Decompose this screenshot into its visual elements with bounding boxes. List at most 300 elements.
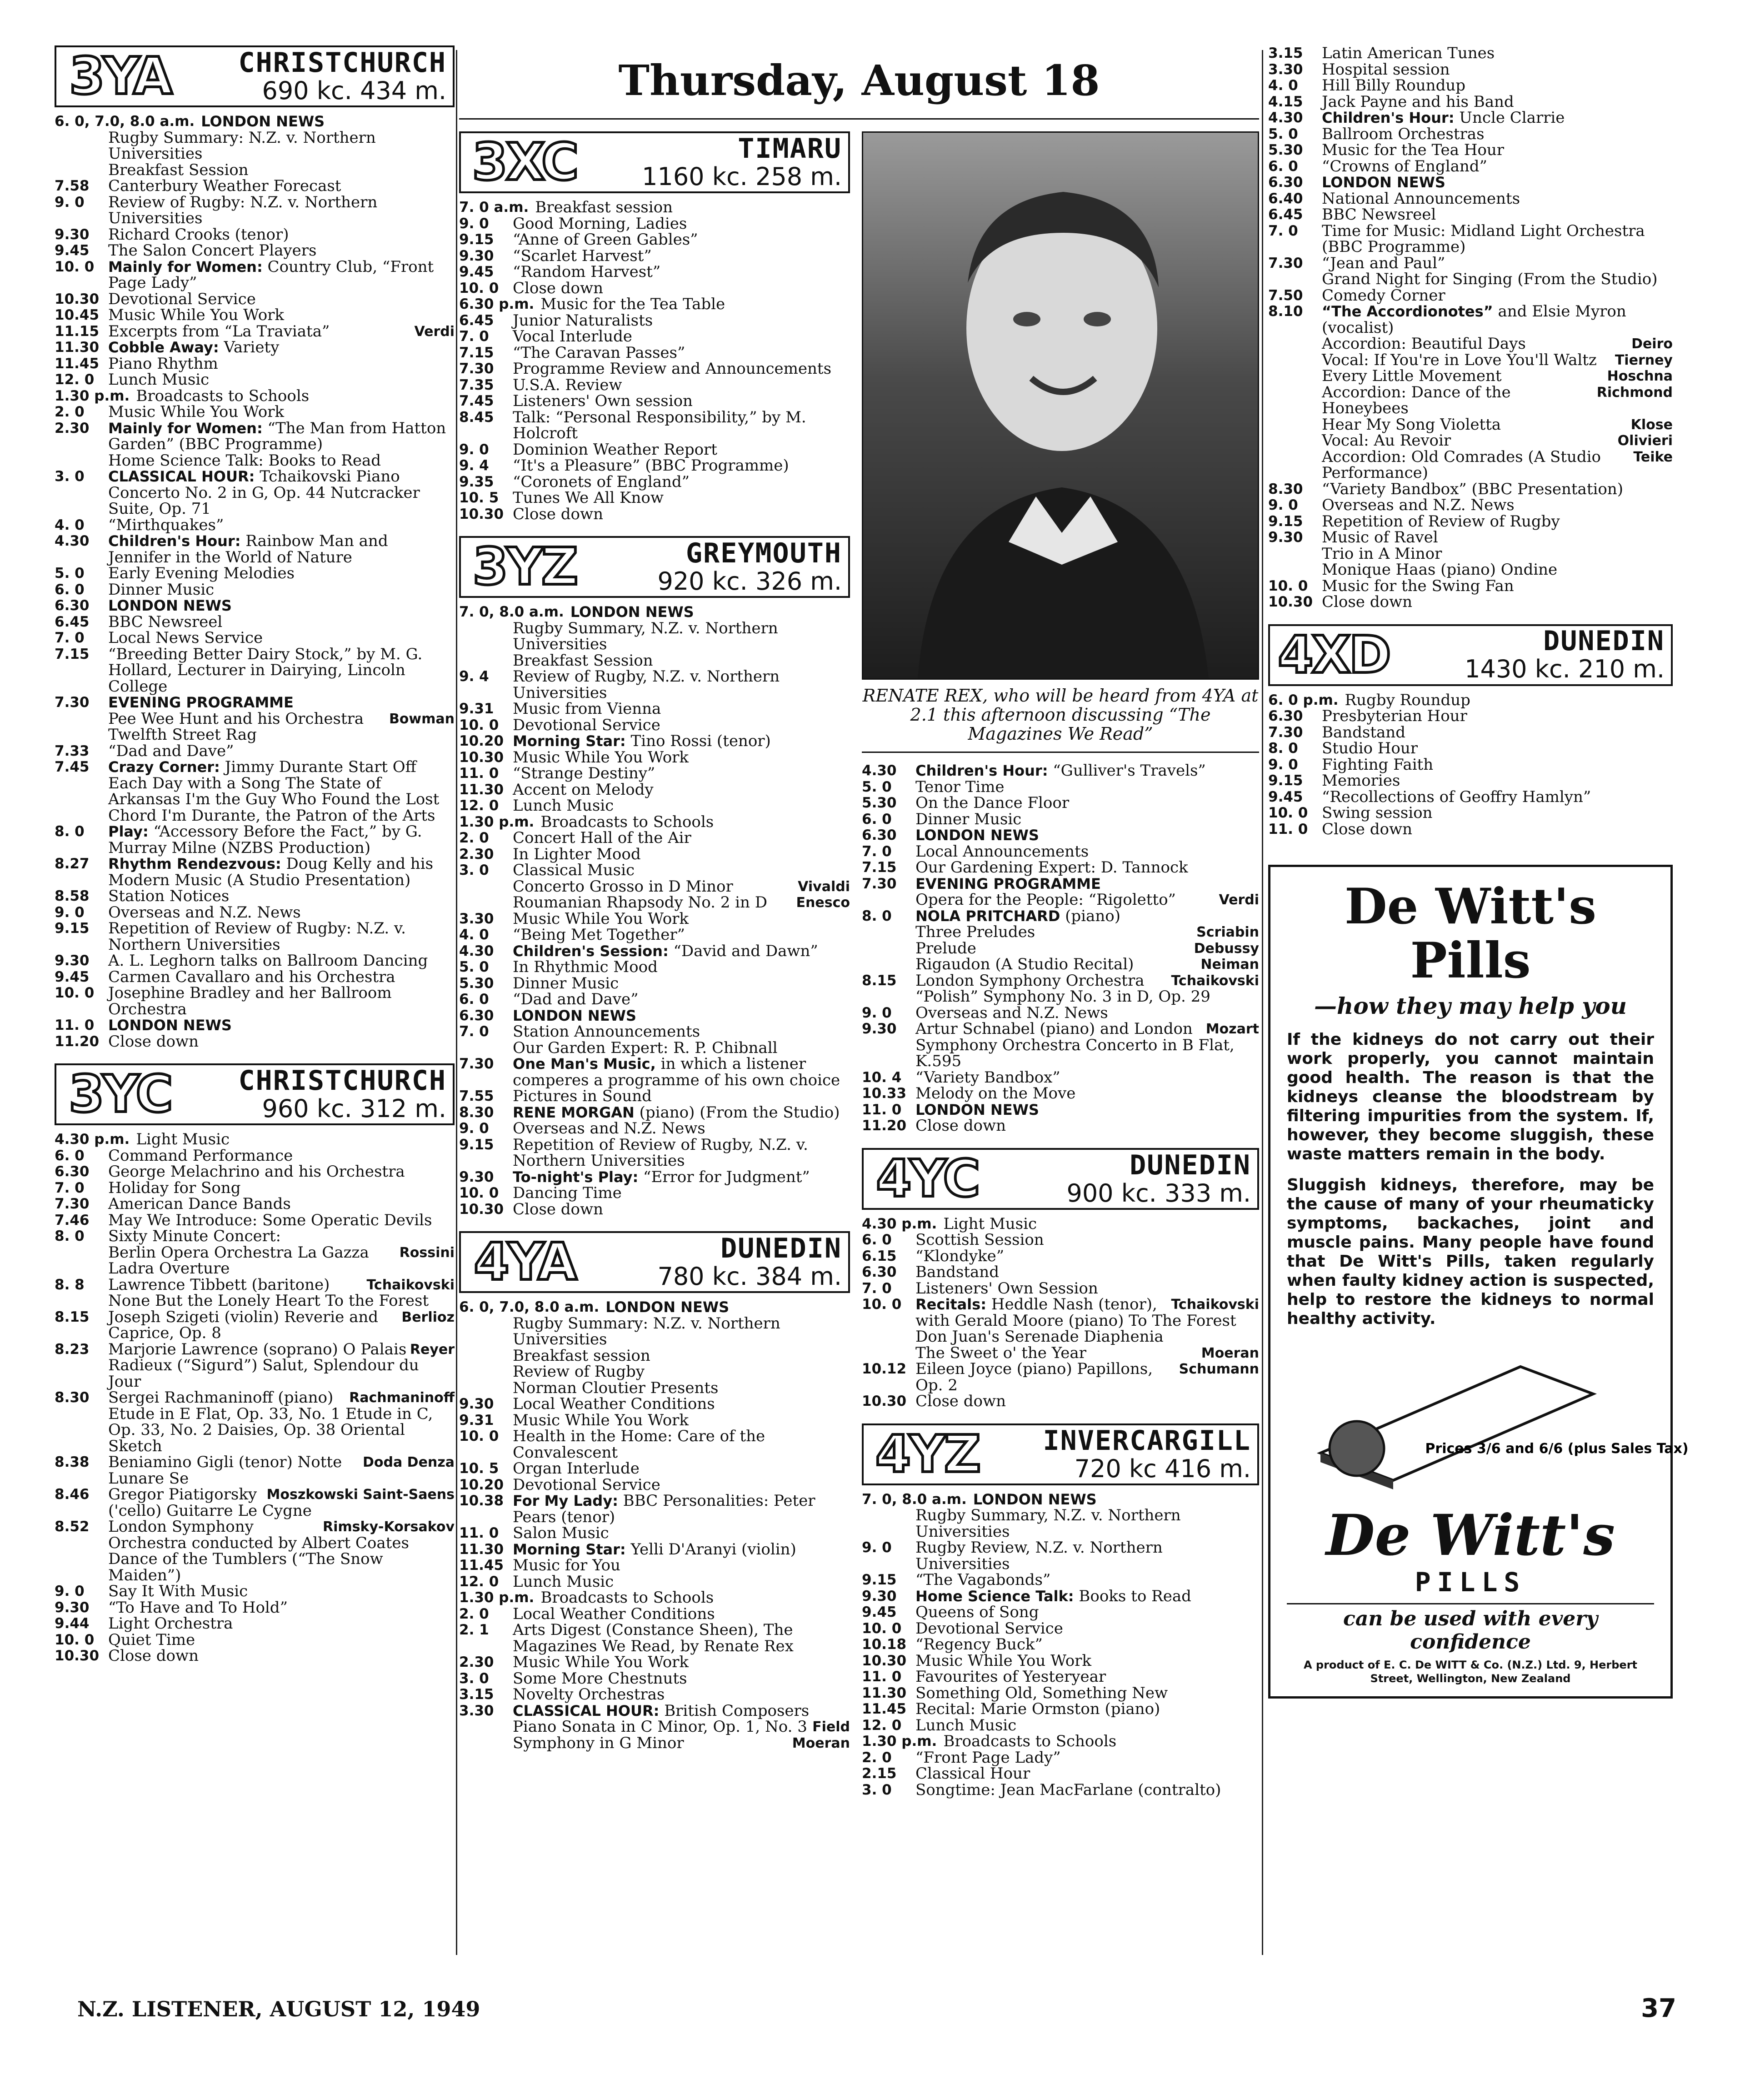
column-left xyxy=(55,45,455,1664)
programme-item xyxy=(459,669,850,701)
composer: Rimsky-Korsakov xyxy=(323,1519,455,1535)
programme-title: Music While You Work xyxy=(915,1651,1092,1670)
programme-item xyxy=(1268,142,1673,159)
programme-time: 8.52 xyxy=(55,1519,90,1535)
programme-item xyxy=(55,695,455,711)
programme-item xyxy=(459,879,850,895)
programme-description xyxy=(108,695,455,711)
programme-time: 7.30 xyxy=(1268,255,1303,271)
programme-title: Concert Hall of the Air xyxy=(513,829,691,847)
programme-time: 11.20 xyxy=(862,1118,907,1134)
programme-detail: “Error for Judgment” xyxy=(638,1168,810,1186)
programme-description xyxy=(513,1525,850,1542)
programme-title: Norman Cloutier Presents xyxy=(513,1378,719,1397)
programme-description xyxy=(513,232,850,248)
programme-time: 12. 0 xyxy=(459,797,499,814)
programme-item xyxy=(862,1653,1259,1669)
programme-description xyxy=(1322,223,1673,256)
programme-item xyxy=(1268,271,1673,288)
programme-item xyxy=(55,1228,455,1245)
programme-time: 6. 0, 7.0, 8.0 a.m. xyxy=(55,113,195,130)
programme-time: 10. 0 xyxy=(862,1620,902,1637)
programme-item xyxy=(55,582,455,598)
programme-item xyxy=(862,1118,1259,1134)
station-3ya xyxy=(55,45,455,1050)
programme-description xyxy=(915,892,1259,908)
composer: Mozart xyxy=(1205,1021,1259,1037)
programme-time: 10.38 xyxy=(459,1493,504,1509)
programme-description xyxy=(108,598,455,614)
programme-title: “Coronets of England” xyxy=(513,472,690,491)
composer: Hoschna xyxy=(1607,368,1673,384)
programme-description xyxy=(513,1654,850,1671)
programme-title: LONDON NEWS xyxy=(915,827,1039,844)
programme-description xyxy=(1322,578,1673,595)
programme-description xyxy=(108,340,455,356)
ad-footer: A product of E. C. De WITT & Co. (N.Z.) Ltd. 9, Herbert Street, Wellington, New Zealand xyxy=(1303,1658,1638,1685)
programme-time: 2. 0 xyxy=(55,404,85,420)
station-header xyxy=(862,1423,1259,1485)
programme-title: Children's Hour: xyxy=(915,762,1048,780)
programme-title: Good Morning, Ladies xyxy=(513,214,687,233)
programme-title: Classical Music xyxy=(513,861,635,880)
programme-item xyxy=(55,324,455,340)
programme-time: 9.30 xyxy=(459,247,494,264)
programme-time: 6.30 p.m. xyxy=(459,296,535,313)
programme-time xyxy=(55,711,108,743)
programme-item xyxy=(862,973,1259,1005)
programme-title: Favourites of Yesteryear xyxy=(915,1668,1106,1686)
programme-time: 9.30 xyxy=(862,1588,897,1604)
programme-detail: (piano) (From the Studio) xyxy=(634,1103,840,1122)
programme-description xyxy=(1322,159,1673,175)
programme-title: Lunch Music xyxy=(915,1716,1017,1734)
programme-time: 7.55 xyxy=(459,1088,494,1105)
programme-description xyxy=(513,621,850,653)
programme-time: 11.30 xyxy=(55,339,100,356)
programme-item xyxy=(55,533,455,566)
programme-time: 9. 0 xyxy=(862,1539,892,1556)
programme-title: Tenor Time xyxy=(915,777,1005,796)
programme-description xyxy=(513,377,850,394)
programme-time: 6. 0 p.m. xyxy=(1268,692,1339,708)
programme-detail: Jimmy Durante Start Off Each Day with a Song The State of Arkansas I'm the Guy Who Found the Lost Chord I'm Durante, the Patron of the Arts xyxy=(108,758,440,825)
programme-title: Carmen Cavallaro and his Orchestra xyxy=(108,967,395,986)
programme-description xyxy=(915,1701,1259,1718)
programme-detail: (piano) xyxy=(1060,907,1120,925)
programme-time: 4.30 xyxy=(862,762,897,779)
station-frequency: 1430 kc. 210 m. xyxy=(1465,655,1665,684)
programme-title: “Jean and Paul” xyxy=(1322,254,1445,272)
programme-description xyxy=(513,1105,850,1121)
programme-title: Music While You Work xyxy=(108,403,285,421)
programme-item xyxy=(55,566,455,582)
programme-item xyxy=(862,1086,1259,1102)
programme-description xyxy=(513,490,850,506)
programme-item xyxy=(55,1342,455,1390)
programme-description xyxy=(108,404,455,421)
programme-title: U.S.A. Review xyxy=(513,376,622,394)
programme-item xyxy=(55,1454,455,1487)
programme-title: Overseas and N.Z. News xyxy=(513,1119,705,1138)
programme-item xyxy=(862,860,1259,876)
programme-time: 5. 0 xyxy=(55,565,85,581)
station-info xyxy=(184,47,453,105)
station-header xyxy=(55,1063,455,1125)
programme-description xyxy=(915,795,1259,812)
programme-description xyxy=(1322,207,1673,223)
programme-description xyxy=(915,1070,1259,1086)
programme-title: “Mirthquakes” xyxy=(108,516,224,534)
programme-item xyxy=(459,200,850,216)
programme-time: 1.30 p.m. xyxy=(862,1733,937,1750)
programme-description xyxy=(513,410,850,442)
programme-title: “Anne of Green Gables” xyxy=(513,231,698,249)
programme-item xyxy=(459,345,850,361)
programme-title: Children's Hour: xyxy=(1322,109,1455,126)
programme-description xyxy=(108,1616,455,1632)
programme-time: 7. 0 xyxy=(1268,222,1298,239)
programme-time: 10. 0 xyxy=(862,1296,902,1313)
programme-time: 7.30 xyxy=(459,1056,494,1073)
programme-description xyxy=(915,1653,1259,1669)
programme-item xyxy=(459,959,850,976)
programme-time: 4. 0 xyxy=(1268,77,1298,94)
station-frequency: 780 kc. 384 m. xyxy=(657,1262,842,1291)
programme-title: Music for You xyxy=(513,1556,620,1575)
programme-time xyxy=(1268,336,1322,352)
programme-time: 11. 0 xyxy=(862,1101,902,1118)
programme-title: Early Evening Melodies xyxy=(108,564,295,582)
programme-item xyxy=(459,1654,850,1671)
programme-time: 6.30 xyxy=(459,1007,494,1024)
programme-title: Berlin Opera Orchestra La Gazza Ladra Overture xyxy=(108,1243,369,1278)
programme-time xyxy=(862,1345,915,1362)
programme-title: London Symphony Orchestra “Polish” Symphony No. 3 in D, Op. 29 xyxy=(915,971,1210,1006)
programme-title: Memories xyxy=(1322,772,1400,790)
programme-detail: Rainbow Man and Jennifer in the World of Nature xyxy=(108,532,388,566)
programme-title: Something Old, Something New xyxy=(915,1684,1168,1702)
programme-item xyxy=(55,598,455,614)
programme-time: 6.15 xyxy=(862,1248,897,1264)
programme-item xyxy=(862,1685,1259,1702)
call-sign: 3YC xyxy=(69,1065,171,1124)
programme-item xyxy=(1268,562,1673,578)
programme-description xyxy=(915,1345,1259,1362)
programme-title: Jack Payne and his Band xyxy=(1322,92,1514,111)
call-sign-box xyxy=(461,538,588,596)
programme-description xyxy=(535,200,850,216)
middle-right-subcolumn xyxy=(862,131,1259,1798)
programme-time: 10. 0 xyxy=(459,280,499,296)
programme-title: “Klondyke” xyxy=(915,1247,1005,1265)
station-header xyxy=(862,1148,1259,1210)
programme-time xyxy=(459,1348,513,1364)
programme-item xyxy=(55,178,455,195)
programme-title: “It's a Pleasure” (BBC Programme) xyxy=(513,456,789,475)
programme-description xyxy=(108,1519,455,1584)
programme-time xyxy=(459,1364,513,1380)
programme-item xyxy=(1268,207,1673,223)
programme-item xyxy=(55,1584,455,1600)
programme-item xyxy=(55,953,455,969)
programme-description xyxy=(915,1572,1259,1589)
programme-item xyxy=(862,1102,1259,1118)
programme-time: 4.30 p.m. xyxy=(862,1215,937,1232)
station-4yz-continued xyxy=(1268,45,1673,611)
programme-description xyxy=(605,1299,850,1316)
programme-description xyxy=(513,1348,850,1364)
programme-description xyxy=(1322,126,1673,143)
station-city: TIMARU xyxy=(738,133,842,165)
programme-time: 7. 0 xyxy=(862,1280,892,1297)
programme-item xyxy=(1268,449,1673,481)
programme-time: 8.15 xyxy=(55,1308,90,1325)
programme-time: 4. 0 xyxy=(459,927,489,943)
programme-time: 7.46 xyxy=(55,1212,90,1228)
programme-item xyxy=(862,876,1259,892)
programme-title: “Variety Bandbox” xyxy=(915,1068,1060,1087)
programme-list xyxy=(1268,692,1673,838)
programme-description xyxy=(108,1180,455,1197)
call-sign: 3YZ xyxy=(472,537,577,597)
programme-description xyxy=(513,1413,850,1429)
programme-title: Prelude xyxy=(915,939,976,957)
programme-time: 9. 4 xyxy=(459,457,489,474)
programme-item xyxy=(459,830,850,847)
programme-item xyxy=(459,1040,850,1057)
programme-time: 1.30 p.m. xyxy=(459,813,535,830)
programme-description xyxy=(513,216,850,232)
programme-detail: Yelli D'Aranyi (violin) xyxy=(625,1540,796,1559)
programme-title: Rugby Summary, N.Z. v. Northern Universities xyxy=(915,1506,1181,1541)
programme-time: 9.30 xyxy=(459,1168,494,1185)
programme-time xyxy=(862,957,915,973)
programme-item xyxy=(1268,514,1673,530)
composer: Teike xyxy=(1633,449,1673,465)
programme-title: Children's Hour: xyxy=(108,532,241,550)
programme-title: Melody on the Move xyxy=(915,1084,1076,1103)
programme-description xyxy=(513,927,850,943)
programme-item xyxy=(459,248,850,265)
programme-item xyxy=(862,1572,1259,1589)
programme-detail: Tchaikovski Piano Concerto No. 2 in G, Op. 44 Nutcracker Suite, Op. 71 xyxy=(108,467,420,518)
programme-description xyxy=(513,329,850,345)
column-middle xyxy=(459,45,1259,1798)
programme-time: 6.45 xyxy=(1268,206,1303,223)
programme-time: 9.45 xyxy=(459,264,494,281)
programme-description xyxy=(513,313,850,329)
programme-title: Devotional Service xyxy=(513,1475,660,1494)
call-sign: 4YA xyxy=(474,1233,575,1292)
programme-item xyxy=(55,1648,455,1664)
programme-item xyxy=(1268,78,1673,94)
composer: Moeran xyxy=(1201,1345,1259,1361)
programme-title: CLASSICAL HOUR: xyxy=(108,468,255,485)
programme-description xyxy=(915,1281,1259,1297)
station-4ya-continued xyxy=(862,763,1259,1134)
programme-item xyxy=(55,743,455,760)
programme-title: LONDON NEWS xyxy=(108,1017,232,1034)
programme-item xyxy=(1268,110,1673,126)
programme-description xyxy=(513,1703,850,1719)
programme-description xyxy=(513,976,850,992)
programme-description xyxy=(915,1102,1259,1118)
programme-description xyxy=(513,669,850,701)
programme-description xyxy=(513,1121,850,1137)
programme-description xyxy=(915,941,1259,957)
programme-item xyxy=(459,701,850,717)
programme-description xyxy=(108,1196,455,1213)
station-header xyxy=(459,1231,850,1293)
programme-description xyxy=(108,566,455,582)
programme-description xyxy=(108,324,455,340)
programme-detail: Tino Rossi (tenor) xyxy=(625,732,771,751)
programme-item xyxy=(459,604,850,621)
composer: Debussy xyxy=(1194,940,1259,957)
programme-title: Close down xyxy=(1322,820,1412,838)
programme-item xyxy=(459,862,850,879)
programme-item xyxy=(1268,757,1673,773)
programme-item xyxy=(459,1719,850,1735)
station-city: DUNEDIN xyxy=(1543,625,1665,657)
programme-description xyxy=(915,827,1259,844)
programme-title: Close down xyxy=(108,1647,199,1665)
programme-item xyxy=(55,1017,455,1034)
programme-item xyxy=(459,458,850,474)
call-sign: 3XC xyxy=(472,133,577,192)
programme-item xyxy=(55,985,455,1017)
programme-time: 9.45 xyxy=(55,242,90,259)
programme-item xyxy=(55,1390,455,1454)
programme-time: 10. 4 xyxy=(862,1069,902,1086)
station-4yz xyxy=(862,1423,1259,1799)
programme-title: Organ Interlude xyxy=(513,1459,640,1478)
programme-description xyxy=(915,1782,1259,1799)
programme-description xyxy=(108,759,455,824)
composer: Moeran xyxy=(792,1735,850,1751)
programme-title: Pee Wee Hunt and his Orchestra Twelfth Street Rag xyxy=(108,709,364,744)
composer: Tchaikovski xyxy=(366,1277,455,1293)
programme-detail: BBC Personalities: Peter Pears (tenor) xyxy=(513,1492,815,1526)
programme-time: 8.15 xyxy=(862,972,897,989)
programme-time: 9.30 xyxy=(55,226,90,243)
programme-description xyxy=(108,130,455,162)
programme-time: 7.35 xyxy=(459,376,494,393)
programme-description xyxy=(513,701,850,717)
composer: Berlioz xyxy=(401,1309,455,1325)
station-info xyxy=(1397,626,1671,684)
station-frequency: 690 kc. 434 m. xyxy=(262,76,446,105)
programme-title: BBC Newsreel xyxy=(108,612,223,631)
call-sign: 4YC xyxy=(876,1149,979,1208)
programme-title: Dinner Music xyxy=(915,810,1022,828)
programme-item xyxy=(55,130,455,162)
programme-list xyxy=(1268,45,1673,611)
programme-description xyxy=(915,1718,1259,1734)
programme-title: “Recollections of Geoffry Hamlyn” xyxy=(1322,787,1591,806)
composer: Olivieri xyxy=(1617,433,1673,449)
programme-item xyxy=(55,1616,455,1632)
programme-detail: and Elsie Myron (vocalist) xyxy=(1322,302,1626,337)
programme-detail: Doug Kelly and his Modern Music (A Studio Presentation) xyxy=(108,855,434,889)
programme-time: 9. 0 xyxy=(1268,756,1298,773)
programme-description xyxy=(513,1606,850,1623)
programme-time: 7.15 xyxy=(862,859,897,876)
programme-item xyxy=(55,404,455,421)
programme-description xyxy=(513,1056,850,1088)
programme-description xyxy=(1322,449,1673,481)
programme-title: Broadcasts to Schools xyxy=(136,386,310,405)
programme-title: Accent on Melody xyxy=(513,780,654,799)
programme-time: 10.30 xyxy=(862,1393,907,1410)
programme-detail: Country Club, “Front Page Lady” xyxy=(108,257,434,292)
programme-description xyxy=(1322,368,1673,385)
programme-description xyxy=(915,1086,1259,1102)
programme-description xyxy=(108,1454,455,1487)
programme-item xyxy=(862,827,1259,844)
programme-description xyxy=(513,1461,850,1477)
programme-time: 10. 5 xyxy=(459,490,499,506)
station-city: CHRISTCHURCH xyxy=(238,46,446,79)
programme-item xyxy=(459,1185,850,1202)
programme-time: 9. 0 xyxy=(55,1583,85,1599)
programme-description xyxy=(108,1228,455,1245)
programme-description xyxy=(513,1185,850,1202)
programme-description xyxy=(108,517,455,534)
programme-time xyxy=(459,879,513,895)
programme-title: Morning Star: xyxy=(513,1540,626,1558)
programme-item xyxy=(55,614,455,631)
programme-item xyxy=(862,1021,1259,1070)
programme-title: Close down xyxy=(513,1200,603,1218)
programme-time: 7.33 xyxy=(55,742,90,759)
programme-item xyxy=(55,195,455,227)
programme-time: 7. 0 xyxy=(459,328,489,345)
programme-title: CLASSICAL HOUR: xyxy=(513,1702,660,1719)
programme-description xyxy=(108,1342,455,1390)
programme-item xyxy=(1268,417,1673,433)
programme-time: 11. 0 xyxy=(55,1017,95,1033)
programme-title: Dancing Time xyxy=(513,1184,622,1203)
programme-title: Mainly for Women: xyxy=(108,258,263,276)
programme-time: 11. 0 xyxy=(459,765,499,782)
programme-item xyxy=(55,1632,455,1649)
programme-title: NOLA PRITCHARD xyxy=(915,907,1060,925)
programme-description xyxy=(1322,256,1673,272)
programme-description xyxy=(513,474,850,491)
programme-time: 12. 0 xyxy=(862,1717,902,1734)
programme-description xyxy=(915,860,1259,876)
programme-description xyxy=(1322,789,1673,806)
pill-box-icon xyxy=(1302,1339,1689,1494)
programme-item xyxy=(1268,433,1673,449)
programme-description xyxy=(513,750,850,766)
composer: Enesco xyxy=(796,895,850,911)
programme-title: Breakfast Session xyxy=(108,160,249,179)
programme-title: Home Science Talk: xyxy=(915,1587,1074,1605)
programme-time: 8.10 xyxy=(1268,303,1303,320)
programme-time: 5. 0 xyxy=(459,959,489,976)
programme-item xyxy=(459,976,850,992)
programme-title: Presbyterian Hour xyxy=(1322,707,1467,725)
programme-title: Repetition of Review of Rugby xyxy=(1322,512,1560,531)
programme-item xyxy=(459,766,850,782)
programme-title: Eileen Joyce (piano) Papillons, Op. 2 xyxy=(915,1360,1153,1394)
programme-time: 1.30 p.m. xyxy=(55,387,130,404)
composer: Tchaikovski xyxy=(1171,972,1259,989)
programme-description xyxy=(108,921,455,953)
